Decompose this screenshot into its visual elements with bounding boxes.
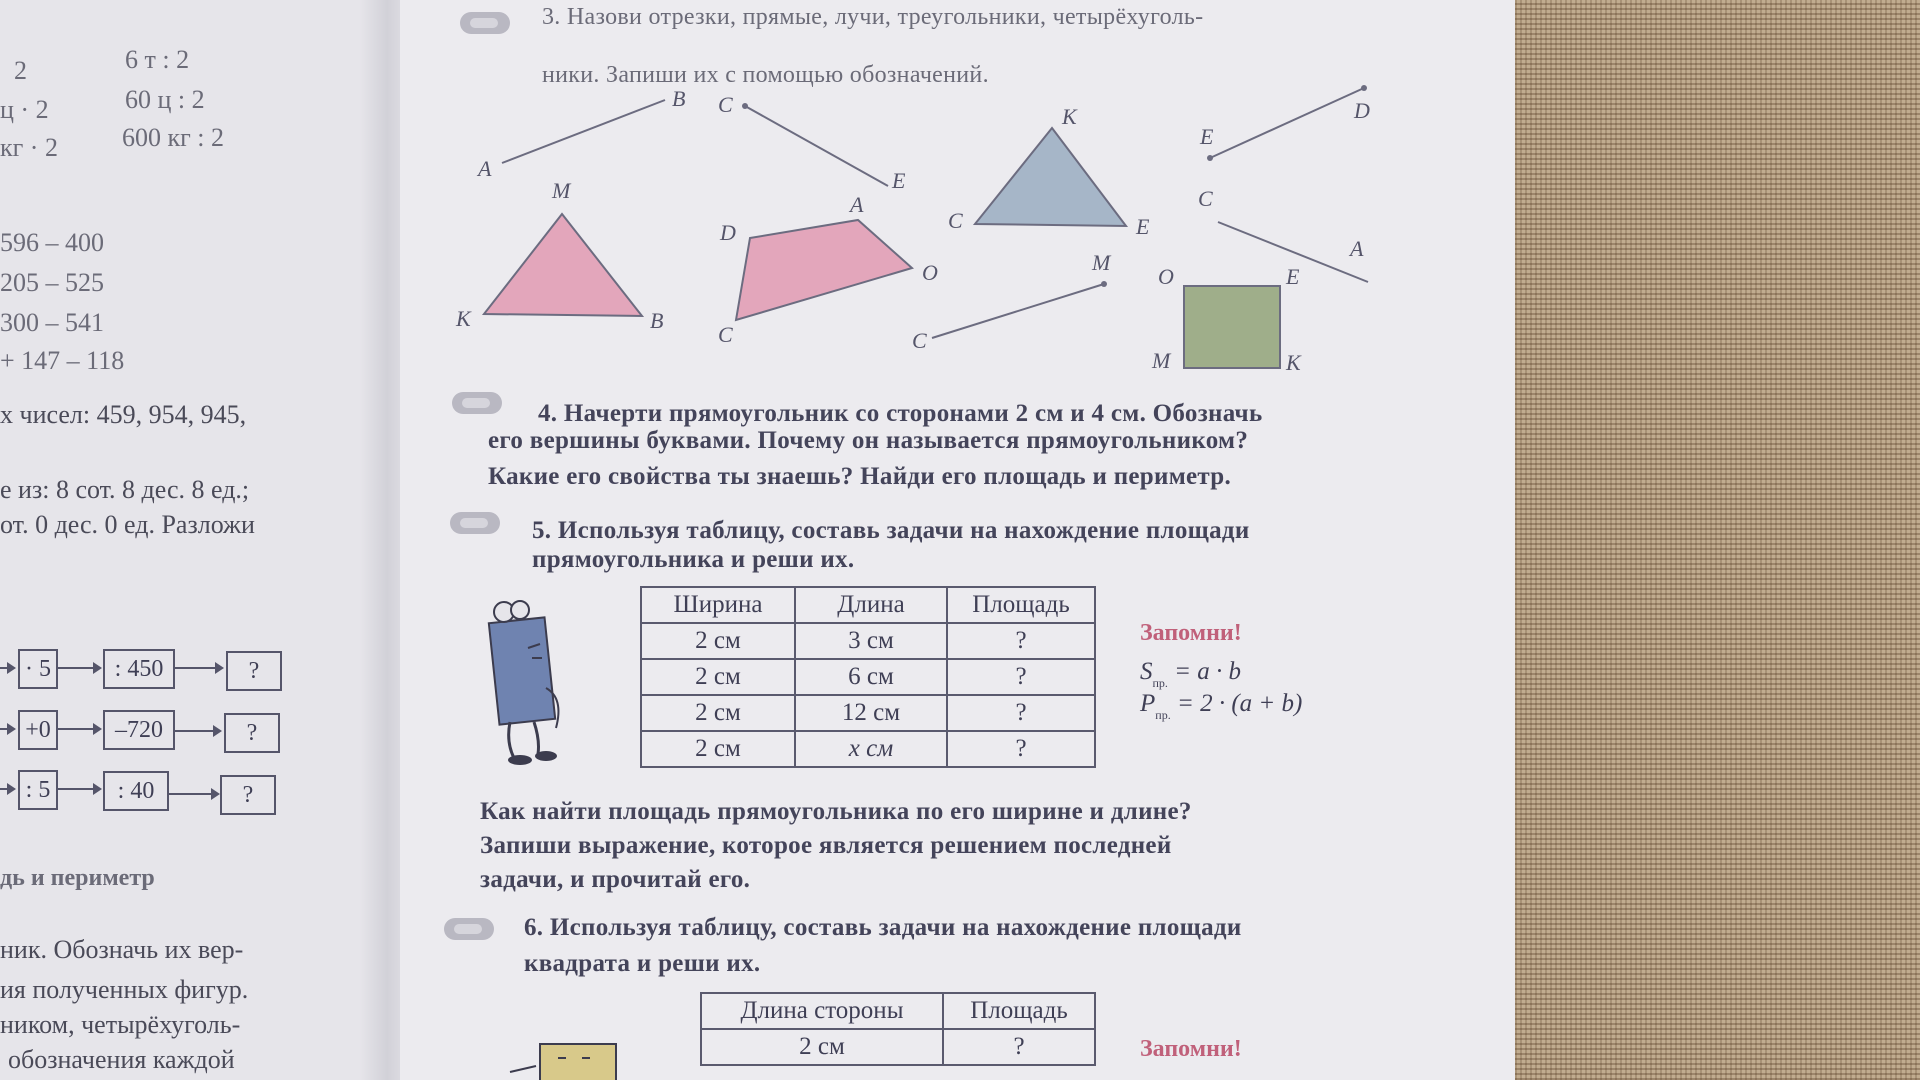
left-expression: 205 – 525 (0, 268, 104, 297)
point-label: A (850, 192, 864, 217)
point-label: K (1286, 350, 1301, 375)
table-cell: x см (795, 731, 947, 767)
table-header-row (641, 587, 1095, 623)
left-text-line: от. 0 дес. 0 ед. Разложи (0, 510, 255, 539)
table-row (641, 623, 1095, 659)
ray-ce (745, 106, 888, 186)
formula-subscript: пр. (1155, 708, 1171, 722)
point-label: C (718, 322, 733, 347)
pencil-hand-icon (452, 392, 502, 414)
left-col1-item: кг · 2 (0, 133, 58, 162)
segment-ab (502, 100, 665, 163)
table-row (641, 695, 1095, 731)
task5-question: задачи, и прочитай его. (480, 866, 751, 893)
point-label: C (912, 328, 927, 353)
table-cell: 2 см (641, 695, 795, 731)
point-label: O (922, 260, 938, 285)
task5-line: прямоугольника и реши их. (532, 546, 855, 573)
left-col1-item: 2 (14, 56, 27, 85)
chain-operation-box: · 5 (18, 649, 58, 689)
triangle-mkb (484, 214, 642, 316)
formula-rhs: = a · b (1174, 658, 1242, 685)
point-label: E (892, 168, 906, 193)
point-label: C (1198, 186, 1213, 211)
left-bottom-line: обозначения каждой (8, 1045, 235, 1074)
point-dot (1101, 281, 1107, 287)
point-label: E (1136, 214, 1150, 239)
point-label: K (1062, 104, 1077, 129)
ray-ed (1210, 88, 1364, 158)
task5-question: Как найти площадь прямоугольника по его ширине и длине? (480, 798, 1192, 825)
chain-result-box: ? (220, 775, 276, 815)
point-label: M (552, 178, 571, 203)
table-header: Площадь (947, 587, 1095, 623)
left-expression: 596 – 400 (0, 228, 104, 257)
chain-operation-box: : 450 (103, 649, 175, 689)
triangle-kce (975, 128, 1126, 226)
left-col1-item: ц · 2 (0, 95, 49, 124)
segment-cm (932, 284, 1104, 338)
task5-line: 5. Используя таблицу, составь задачи на нахождение площади (532, 517, 1250, 544)
left-col2-item: 6 т : 2 (125, 45, 190, 74)
point-label: C (948, 208, 963, 233)
point-label: D (720, 220, 736, 245)
table-cell: ? (947, 731, 1095, 767)
formula-subscript: пр. (1152, 676, 1168, 690)
point-label: A (1350, 236, 1364, 261)
table-cell: 6 см (795, 659, 947, 695)
chain-operation-box: –720 (103, 710, 175, 750)
table-cell: 12 см (795, 695, 947, 731)
table-cell: ? (947, 695, 1095, 731)
memo-title: Запомни! (1140, 1036, 1242, 1062)
left-bottom-line: ия полученных фигур. (0, 975, 249, 1004)
chain-operation-box: : 40 (103, 771, 169, 811)
formula-letter: P (1140, 690, 1156, 717)
table-header: Длина стороны (701, 993, 943, 1029)
pencil-hand-icon (444, 918, 494, 940)
left-col2-item: 60 ц : 2 (125, 85, 205, 114)
left-expression: + 147 – 118 (0, 346, 125, 375)
table-cell: ? (947, 659, 1095, 695)
left-expression: 300 – 541 (0, 308, 104, 337)
table-row (641, 731, 1095, 767)
left-numbers-line: х чисел: 459, 954, 945, (0, 400, 247, 429)
rectangle-character-illustration (480, 598, 590, 768)
table-cell: ? (947, 623, 1095, 659)
point-label: A (478, 156, 492, 181)
point-label: E (1200, 124, 1214, 149)
point-label: D (1354, 98, 1370, 123)
point-label: M (1152, 348, 1171, 373)
point-label: B (650, 308, 664, 333)
left-col2-item: 600 кг : 2 (122, 123, 225, 152)
task4-line: его вершины буквами. Почему он называется прямоугольником? (488, 427, 1249, 454)
left-bottom-line: ником, четырёхуголь- (0, 1010, 241, 1039)
table-header: Ширина (641, 587, 795, 623)
table-cell: 2 см (641, 731, 795, 767)
table-cell: 2 см (641, 659, 795, 695)
task4-line: 4. Начерти прямоугольник со сторонами 2 см и 4 см. Обозначь (538, 400, 1263, 427)
square-area-table (700, 992, 1096, 1066)
table-header: Длина (795, 587, 947, 623)
table-row (641, 659, 1095, 695)
task6-line: 6. Используя таблицу, составь задачи на нахождение площади (524, 914, 1242, 941)
left-bottom-line: ник. Обозначь их вер- (0, 935, 244, 964)
perimeter-formula (1140, 690, 1302, 723)
point-label: B (672, 86, 686, 111)
formula-letter: S (1140, 658, 1153, 685)
square-character-illustration (500, 1040, 620, 1080)
point-label: E (1286, 264, 1300, 289)
table-cell: ? (943, 1029, 1095, 1065)
point-label: M (1092, 250, 1111, 275)
table-header-row (701, 993, 1095, 1029)
left-text-line: е из: 8 сот. 8 дес. 8 ед.; (0, 475, 250, 504)
task5-question: Запиши выражение, которое является решением последней (480, 832, 1172, 859)
table-row (701, 1029, 1095, 1065)
task4-line: Какие его свойства ты знаешь? Найди его площадь и периметр. (488, 463, 1232, 490)
left-subheading: дь и периметр (0, 865, 155, 891)
chain-operation-box: +0 (18, 710, 58, 750)
task3-line: 3. Назови отрезки, прямые, лучи, треугольники, четырёхуголь- (542, 4, 1204, 30)
table-cell: 3 см (795, 623, 947, 659)
point-label: C (718, 92, 733, 117)
memo-title: Запомни! (1140, 620, 1242, 646)
table-header: Площадь (943, 993, 1095, 1029)
task6-line: квадрата и реши их. (524, 950, 761, 977)
square-oekm (1184, 286, 1280, 368)
point-label: O (1158, 264, 1174, 289)
rectangle-area-table (640, 586, 1096, 768)
table-cell: 2 см (701, 1029, 943, 1065)
area-formula (1140, 658, 1241, 691)
chain-result-box: ? (224, 713, 280, 753)
chain-operation-box: : 5 (18, 770, 58, 810)
table-cell: 2 см (641, 623, 795, 659)
pencil-hand-icon (450, 512, 500, 534)
formula-rhs: = 2 · (a + b) (1176, 690, 1303, 717)
task3-line: ники. Запиши их с помощью обозначений. (542, 62, 989, 88)
quadrilateral-daoc (736, 220, 912, 320)
chain-result-box: ? (226, 651, 282, 691)
point-label: K (456, 306, 471, 331)
